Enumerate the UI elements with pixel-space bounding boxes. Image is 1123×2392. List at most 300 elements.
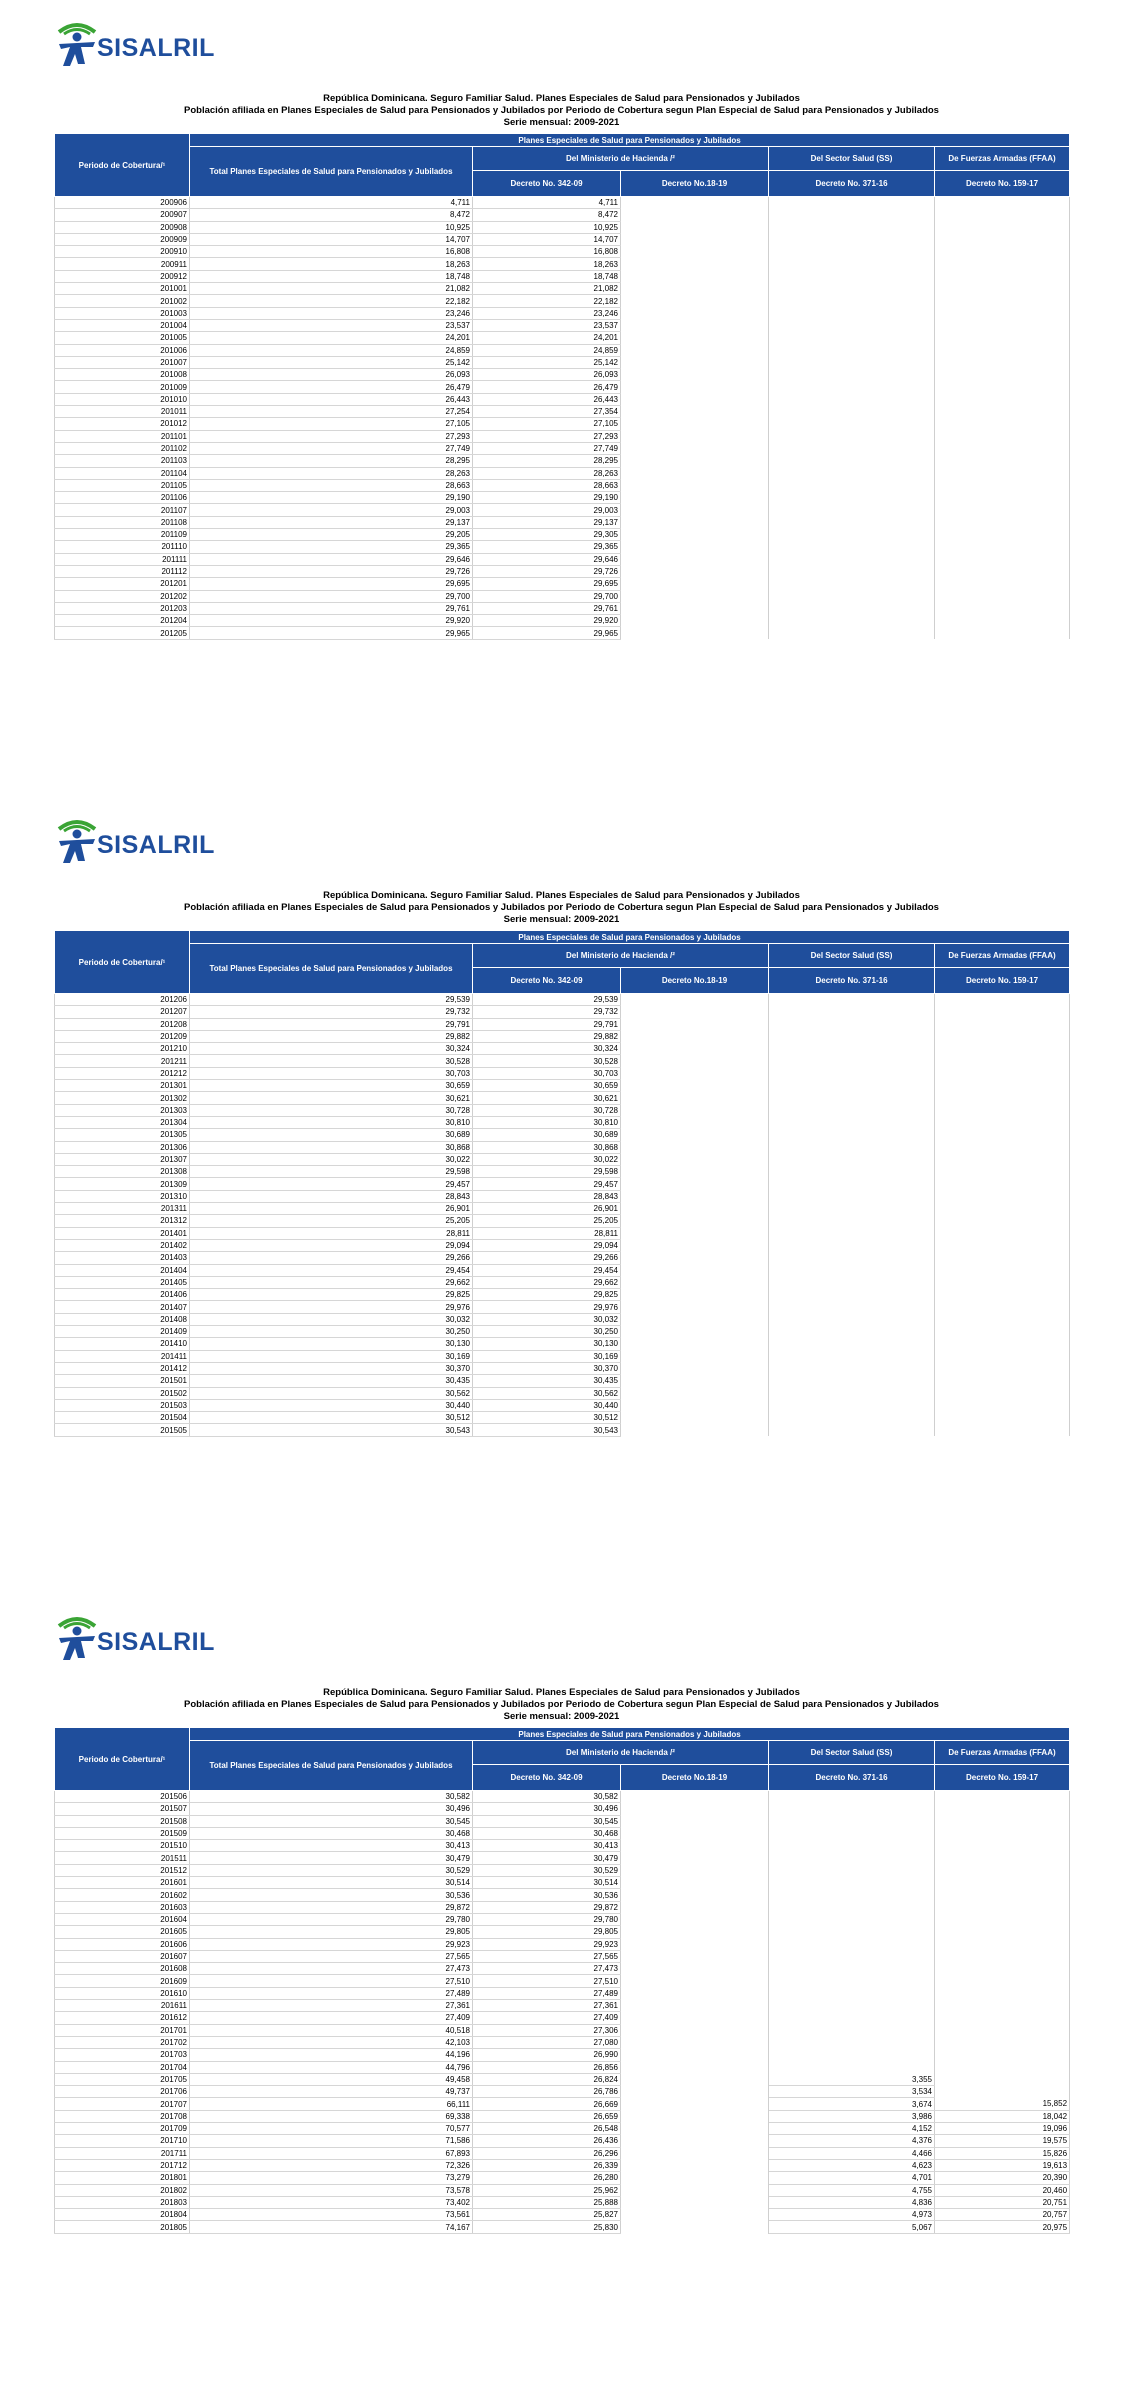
cell-total: 22,182 [190, 295, 473, 307]
cell-decreto-342: 10,925 [473, 221, 621, 233]
cell-period: 201707 [55, 2098, 190, 2110]
sisalril-logo [55, 1614, 215, 1662]
header-decreto-18: Decreto No.18-19 [621, 1765, 769, 1791]
cell-decreto-342: 30,440 [473, 1399, 621, 1411]
cell-decreto-159 [935, 529, 1070, 541]
cell-total: 29,094 [190, 1239, 473, 1251]
cell-decreto-342: 29,266 [473, 1252, 621, 1264]
cell-period: 201511 [55, 1852, 190, 1864]
table-row [55, 418, 1070, 430]
cell-total: 28,295 [190, 455, 473, 467]
cell-period: 201405 [55, 1276, 190, 1288]
cell-decreto-342: 30,528 [473, 1055, 621, 1067]
table-row [55, 270, 1070, 282]
cell-decreto-18 [621, 1387, 769, 1399]
cell-decreto-159 [935, 2024, 1070, 2036]
table-row [55, 2184, 1070, 2196]
cell-decreto-371 [769, 319, 935, 331]
cell-decreto-342: 30,689 [473, 1129, 621, 1141]
cell-total: 29,003 [190, 504, 473, 516]
cell-decreto-371: 4,701 [769, 2172, 935, 2184]
table-row [55, 283, 1070, 295]
cell-decreto-159 [935, 2012, 1070, 2024]
cell-total: 29,780 [190, 1913, 473, 1925]
cell-period: 201307 [55, 1153, 190, 1165]
cell-period: 201203 [55, 602, 190, 614]
cell-period: 201412 [55, 1362, 190, 1374]
cell-decreto-159 [935, 553, 1070, 565]
cell-total: 29,646 [190, 553, 473, 565]
table-row [55, 553, 1070, 565]
cell-total: 29,882 [190, 1030, 473, 1042]
cell-period: 201507 [55, 1803, 190, 1815]
cell-period: 201411 [55, 1350, 190, 1362]
cell-total: 29,791 [190, 1018, 473, 1030]
table-row [55, 356, 1070, 368]
cell-decreto-371 [769, 1203, 935, 1215]
cell-decreto-371 [769, 553, 935, 565]
cell-total: 29,190 [190, 492, 473, 504]
table-row [55, 1227, 1070, 1239]
cell-decreto-342: 25,142 [473, 356, 621, 368]
cell-decreto-371 [769, 246, 935, 258]
cell-period: 201010 [55, 393, 190, 405]
cell-decreto-18 [621, 1030, 769, 1042]
cell-decreto-371: 4,376 [769, 2135, 935, 2147]
cell-decreto-371 [769, 2049, 935, 2061]
table-row [55, 1326, 1070, 1338]
cell-period: 201711 [55, 2147, 190, 2159]
cell-decreto-342: 29,791 [473, 1018, 621, 1030]
table-row [55, 233, 1070, 245]
cell-decreto-159: 20,390 [935, 2172, 1070, 2184]
cell-decreto-371 [769, 1043, 935, 1055]
cell-period: 200912 [55, 270, 190, 282]
cell-decreto-159: 20,757 [935, 2209, 1070, 2221]
header-total: Total Planes Especiales de Salud para Pensionados y Jubilados [190, 1741, 473, 1791]
cell-total: 30,868 [190, 1141, 473, 1153]
cell-decreto-159 [935, 1803, 1070, 1815]
cell-period: 201407 [55, 1301, 190, 1313]
cell-decreto-342: 30,543 [473, 1424, 621, 1436]
cell-decreto-342: 29,882 [473, 1030, 621, 1042]
cell-decreto-342: 29,094 [473, 1239, 621, 1251]
cell-total: 74,167 [190, 2221, 473, 2233]
table-row [55, 1141, 1070, 1153]
cell-decreto-371 [769, 1153, 935, 1165]
cell-period: 201406 [55, 1289, 190, 1301]
table-row [55, 1313, 1070, 1325]
table-row [55, 2000, 1070, 2012]
cell-total: 14,707 [190, 233, 473, 245]
cell-decreto-371 [769, 1827, 935, 1839]
cell-decreto-18 [621, 418, 769, 430]
cell-decreto-159 [935, 1080, 1070, 1092]
cell-total: 27,489 [190, 1987, 473, 1999]
cell-total: 71,586 [190, 2135, 473, 2147]
cell-period: 201009 [55, 381, 190, 393]
cell-decreto-18 [621, 1227, 769, 1239]
cell-period: 201805 [55, 2221, 190, 2233]
cell-period: 201208 [55, 1018, 190, 1030]
cell-period: 201607 [55, 1950, 190, 1962]
cell-decreto-159 [935, 319, 1070, 331]
cell-decreto-159 [935, 1852, 1070, 1864]
cell-total: 70,577 [190, 2123, 473, 2135]
cell-total: 30,810 [190, 1116, 473, 1128]
table-row [55, 1055, 1070, 1067]
cell-decreto-342: 30,545 [473, 1815, 621, 1827]
table-row [55, 2086, 1070, 2098]
cell-decreto-18 [621, 2147, 769, 2159]
cell-decreto-371 [769, 1006, 935, 1018]
cell-period: 201104 [55, 467, 190, 479]
cell-decreto-342: 29,137 [473, 516, 621, 528]
cell-period: 201108 [55, 516, 190, 528]
cell-decreto-159 [935, 492, 1070, 504]
cell-total: 29,805 [190, 1926, 473, 1938]
cell-decreto-159 [935, 442, 1070, 454]
table-row [55, 2172, 1070, 2184]
cell-decreto-371 [769, 1412, 935, 1424]
table-row [55, 307, 1070, 319]
cell-total: 30,032 [190, 1313, 473, 1325]
cell-period: 201106 [55, 492, 190, 504]
cell-decreto-342: 25,205 [473, 1215, 621, 1227]
report-page [0, 797, 1123, 1594]
cell-decreto-159 [935, 1889, 1070, 1901]
table-row [55, 1840, 1070, 1852]
cell-period: 201211 [55, 1055, 190, 1067]
cell-decreto-18 [621, 1326, 769, 1338]
cell-decreto-342: 29,454 [473, 1264, 621, 1276]
cell-decreto-18 [621, 233, 769, 245]
cell-total: 26,901 [190, 1203, 473, 1215]
table-row [55, 479, 1070, 491]
cell-decreto-18 [621, 430, 769, 442]
cell-decreto-342: 26,669 [473, 2098, 621, 2110]
cell-period: 201706 [55, 2086, 190, 2098]
cell-decreto-159 [935, 418, 1070, 430]
cell-decreto-159 [935, 246, 1070, 258]
cell-period: 201606 [55, 1938, 190, 1950]
cell-decreto-342: 25,888 [473, 2196, 621, 2208]
cell-total: 28,843 [190, 1190, 473, 1202]
cell-total: 8,472 [190, 209, 473, 221]
cell-decreto-18 [621, 1975, 769, 1987]
table-row [55, 2098, 1070, 2110]
cell-decreto-342: 30,250 [473, 1326, 621, 1338]
header-hacienda: Del Ministerio de Hacienda /² [473, 147, 769, 171]
cell-decreto-342: 29,920 [473, 615, 621, 627]
cell-decreto-342: 29,732 [473, 1006, 621, 1018]
cell-decreto-342: 29,305 [473, 529, 621, 541]
cell-total: 29,205 [190, 529, 473, 541]
cell-total: 30,703 [190, 1067, 473, 1079]
cell-period: 201205 [55, 627, 190, 639]
table-row [55, 332, 1070, 344]
cell-total: 30,512 [190, 1412, 473, 1424]
cell-decreto-18 [621, 2123, 769, 2135]
cell-total: 27,473 [190, 1963, 473, 1975]
header-ss: Del Sector Salud (SS) [769, 944, 935, 968]
cell-decreto-371 [769, 2024, 935, 2036]
table-row [55, 994, 1070, 1006]
cell-decreto-18 [621, 1215, 769, 1227]
cell-total: 29,539 [190, 994, 473, 1006]
cell-period: 201803 [55, 2196, 190, 2208]
cell-total: 29,457 [190, 1178, 473, 1190]
cell-total: 30,250 [190, 1326, 473, 1338]
cell-decreto-342: 18,748 [473, 270, 621, 282]
cell-decreto-18 [621, 2061, 769, 2073]
table-row [55, 1815, 1070, 1827]
cell-decreto-371 [769, 1950, 935, 1962]
cell-decreto-18 [621, 1913, 769, 1925]
cell-decreto-159 [935, 1399, 1070, 1411]
cell-total: 30,435 [190, 1375, 473, 1387]
cell-total: 30,413 [190, 1840, 473, 1852]
cell-decreto-18 [621, 332, 769, 344]
cell-decreto-159 [935, 1301, 1070, 1313]
cell-decreto-159 [935, 541, 1070, 553]
cell-decreto-18 [621, 2172, 769, 2184]
cell-total: 4,711 [190, 197, 473, 209]
cell-decreto-159 [935, 1877, 1070, 1889]
cell-decreto-371 [769, 332, 935, 344]
cell-decreto-371 [769, 1864, 935, 1876]
cell-decreto-159 [935, 2000, 1070, 2012]
table-row [55, 406, 1070, 418]
table-row [55, 344, 1070, 356]
cell-period: 201509 [55, 1827, 190, 1839]
table-row [55, 1950, 1070, 1962]
cell-decreto-159 [935, 1864, 1070, 1876]
cell-decreto-18 [621, 221, 769, 233]
cell-decreto-342: 8,472 [473, 209, 621, 221]
table-row [55, 627, 1070, 639]
cell-decreto-371 [769, 356, 935, 368]
header-total: Total Planes Especiales de Salud para Pensionados y Jubilados [190, 944, 473, 994]
cell-decreto-342: 30,582 [473, 1791, 621, 1803]
cell-decreto-159: 18,042 [935, 2110, 1070, 2122]
table-row [55, 2123, 1070, 2135]
cell-decreto-371 [769, 1913, 935, 1925]
cell-decreto-18 [621, 1190, 769, 1202]
cell-period: 201001 [55, 283, 190, 295]
cell-period: 201504 [55, 1412, 190, 1424]
cell-decreto-18 [621, 442, 769, 454]
cell-decreto-18 [621, 1055, 769, 1067]
cell-decreto-371 [769, 541, 935, 553]
table-row [55, 393, 1070, 405]
cell-total: 30,130 [190, 1338, 473, 1350]
cell-decreto-18 [621, 2098, 769, 2110]
cell-decreto-342: 28,811 [473, 1227, 621, 1239]
cell-decreto-159 [935, 994, 1070, 1006]
data-table [54, 1727, 1070, 2234]
table-row [55, 1104, 1070, 1116]
cell-decreto-342: 30,512 [473, 1412, 621, 1424]
cell-decreto-342: 29,003 [473, 504, 621, 516]
cell-decreto-342: 14,707 [473, 233, 621, 245]
cell-decreto-18 [621, 1313, 769, 1325]
cell-decreto-159 [935, 307, 1070, 319]
table-row [55, 258, 1070, 270]
cell-decreto-159 [935, 479, 1070, 491]
cell-decreto-342: 30,370 [473, 1362, 621, 1374]
cell-decreto-371 [769, 1815, 935, 1827]
cell-period: 201503 [55, 1399, 190, 1411]
cell-decreto-371: 4,466 [769, 2147, 935, 2159]
table-row [55, 2196, 1070, 2208]
title-line-1: República Dominicana. Seguro Familiar Salud. Planes Especiales de Salud para Pensionados y Jubilados [323, 1687, 800, 1698]
cell-decreto-342: 24,201 [473, 332, 621, 344]
cell-decreto-18 [621, 2086, 769, 2098]
cell-decreto-371 [769, 1301, 935, 1313]
cell-period: 201801 [55, 2172, 190, 2184]
cell-decreto-342: 27,489 [473, 1987, 621, 1999]
cell-decreto-342: 29,761 [473, 602, 621, 614]
cell-decreto-371 [769, 307, 935, 319]
table-row [55, 381, 1070, 393]
cell-total: 73,578 [190, 2184, 473, 2196]
cell-period: 201512 [55, 1864, 190, 1876]
cell-period: 201409 [55, 1326, 190, 1338]
cell-decreto-159 [935, 295, 1070, 307]
cell-decreto-342: 22,182 [473, 295, 621, 307]
cell-decreto-342: 29,700 [473, 590, 621, 602]
cell-decreto-159 [935, 209, 1070, 221]
cell-total: 23,246 [190, 307, 473, 319]
cell-decreto-159 [935, 1092, 1070, 1104]
cell-decreto-342: 27,510 [473, 1975, 621, 1987]
cell-total: 42,103 [190, 2036, 473, 2048]
cell-decreto-159 [935, 1239, 1070, 1251]
cell-decreto-342: 29,976 [473, 1301, 621, 1313]
cell-decreto-159 [935, 332, 1070, 344]
cell-decreto-18 [621, 1362, 769, 1374]
cell-decreto-371 [769, 615, 935, 627]
cell-decreto-371 [769, 393, 935, 405]
cell-period: 201506 [55, 1791, 190, 1803]
cell-decreto-159 [935, 221, 1070, 233]
cell-decreto-371 [769, 590, 935, 602]
cell-decreto-342: 23,246 [473, 307, 621, 319]
cell-decreto-371 [769, 1264, 935, 1276]
cell-period: 201206 [55, 994, 190, 1006]
cell-total: 72,326 [190, 2159, 473, 2171]
cell-decreto-18 [621, 565, 769, 577]
table-row [55, 1350, 1070, 1362]
cell-total: 28,263 [190, 467, 473, 479]
cell-decreto-18 [621, 1852, 769, 1864]
cell-decreto-159 [935, 197, 1070, 209]
cell-total: 30,582 [190, 1791, 473, 1803]
cell-total: 30,022 [190, 1153, 473, 1165]
table-body [55, 1791, 1070, 2234]
cell-decreto-342: 30,022 [473, 1153, 621, 1165]
cell-period: 201111 [55, 553, 190, 565]
table-row [55, 1375, 1070, 1387]
cell-decreto-371 [769, 565, 935, 577]
cell-decreto-371: 3,355 [769, 2073, 935, 2085]
cell-decreto-159 [935, 590, 1070, 602]
cell-decreto-159 [935, 1827, 1070, 1839]
cell-decreto-18 [621, 2184, 769, 2196]
cell-decreto-371: 4,836 [769, 2196, 935, 2208]
cell-decreto-18 [621, 1043, 769, 1055]
table-row [55, 504, 1070, 516]
table-row [55, 1289, 1070, 1301]
cell-decreto-371: 4,755 [769, 2184, 935, 2196]
cell-decreto-342: 16,808 [473, 246, 621, 258]
cell-decreto-371 [769, 1129, 935, 1141]
table-row [55, 442, 1070, 454]
cell-decreto-371: 5,067 [769, 2221, 935, 2233]
cell-decreto-18 [621, 1877, 769, 1889]
cell-decreto-159 [935, 2036, 1070, 2048]
cell-period: 200906 [55, 197, 190, 209]
table-row [55, 1166, 1070, 1178]
cell-decreto-342: 26,296 [473, 2147, 621, 2159]
cell-decreto-159 [935, 565, 1070, 577]
cell-total: 29,923 [190, 1938, 473, 1950]
cell-period: 201408 [55, 1313, 190, 1325]
cell-decreto-371 [769, 2000, 935, 2012]
cell-period: 201612 [55, 2012, 190, 2024]
cell-total: 69,338 [190, 2110, 473, 2122]
cell-decreto-159 [935, 602, 1070, 614]
table-row [55, 1803, 1070, 1815]
cell-decreto-18 [621, 393, 769, 405]
cell-total: 44,196 [190, 2049, 473, 2061]
cell-period: 201710 [55, 2135, 190, 2147]
table-row [55, 1889, 1070, 1901]
cell-decreto-371 [769, 1963, 935, 1975]
cell-period: 201404 [55, 1264, 190, 1276]
cell-period: 201401 [55, 1227, 190, 1239]
cell-decreto-159 [935, 2073, 1070, 2085]
cell-decreto-159 [935, 1975, 1070, 1987]
cell-decreto-371 [769, 492, 935, 504]
cell-period: 201103 [55, 455, 190, 467]
cell-decreto-159 [935, 467, 1070, 479]
cell-decreto-18 [621, 1141, 769, 1153]
header-ffaa: De Fuerzas Armadas (FFAA) [935, 1741, 1070, 1765]
cell-decreto-18 [621, 1166, 769, 1178]
cell-total: 29,976 [190, 1301, 473, 1313]
table-row [55, 615, 1070, 627]
cell-decreto-159 [935, 578, 1070, 590]
cell-decreto-18 [621, 1018, 769, 1030]
table-row [55, 1276, 1070, 1288]
cell-decreto-18 [621, 197, 769, 209]
header-period: Periodo de Cobertura/¹ [55, 1728, 190, 1791]
cell-decreto-342: 30,562 [473, 1387, 621, 1399]
header-decreto-18: Decreto No.18-19 [621, 171, 769, 197]
cell-decreto-159 [935, 1840, 1070, 1852]
cell-decreto-159 [935, 627, 1070, 639]
table-body [55, 197, 1070, 640]
cell-total: 29,662 [190, 1276, 473, 1288]
cell-total: 29,695 [190, 578, 473, 590]
cell-period: 201609 [55, 1975, 190, 1987]
cell-total: 29,732 [190, 1006, 473, 1018]
cell-total: 49,458 [190, 2073, 473, 2085]
cell-decreto-18 [621, 2221, 769, 2233]
cell-decreto-371 [769, 406, 935, 418]
